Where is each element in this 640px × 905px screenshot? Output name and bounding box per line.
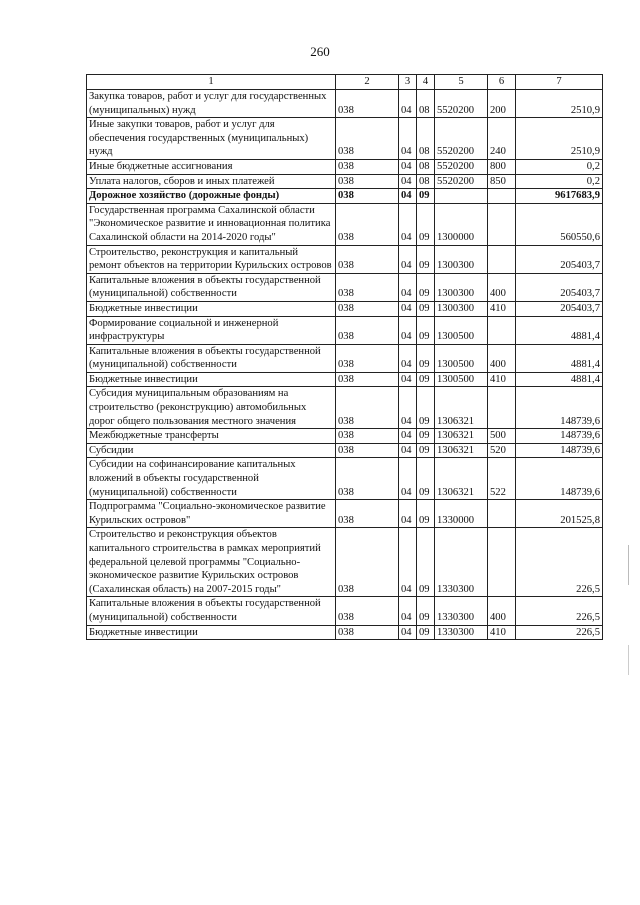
header-col-6: 6 [488, 75, 516, 90]
row-name-cell: Субсидии на софинансирование капитальных вложений в объекты государственной (муниципальной) собственности [87, 458, 336, 500]
budget-table [86, 74, 603, 640]
row-name-cell: Субсидия муниципальным образованиям на строительство (реконструкцию) автомобильных дорог общего пользования местного значения [87, 387, 336, 429]
row-name-cell: Субсидии [87, 443, 336, 458]
header-col-1: 1 [87, 75, 336, 90]
row-target-article-cell [435, 189, 488, 204]
row-name-cell: Подпрограмма "Социально-экономическое развитие Курильских островов" [87, 500, 336, 528]
header-row [87, 75, 603, 90]
row-name-cell: Строительство, реконструкция и капитальный ремонт объектов на территории Курильских островов [87, 245, 336, 273]
row-code-cell: 038 [336, 429, 399, 444]
row-expense-type-cell: 400 [488, 273, 516, 301]
row-target-article-cell: 5520200 [435, 118, 488, 160]
row-subsection-cell: 09 [417, 372, 435, 387]
row-name-cell: Капитальные вложения в объекты государственной (муниципальной) собственности [87, 597, 336, 625]
row-code-cell: 038 [336, 625, 399, 640]
scan-edge-mark [628, 645, 629, 675]
table-row [87, 500, 603, 528]
row-section-cell: 04 [399, 429, 417, 444]
row-target-article-cell: 1300500 [435, 372, 488, 387]
row-code-cell: 038 [336, 528, 399, 597]
row-expense-type-cell [488, 316, 516, 344]
row-name-cell: Иные бюджетные ассигнования [87, 159, 336, 174]
row-section-cell: 04 [399, 189, 417, 204]
row-section-cell: 04 [399, 174, 417, 189]
row-expense-type-cell: 522 [488, 458, 516, 500]
row-target-article-cell: 1330300 [435, 528, 488, 597]
row-section-cell: 04 [399, 316, 417, 344]
table-row [87, 387, 603, 429]
row-section-cell: 04 [399, 159, 417, 174]
table-row [87, 203, 603, 245]
row-code-cell: 038 [336, 90, 399, 118]
header-col-3: 3 [399, 75, 417, 90]
row-expense-type-cell: 400 [488, 344, 516, 372]
table-row [87, 301, 603, 316]
table-row [87, 344, 603, 372]
table-row [87, 372, 603, 387]
row-sum-cell: 9617683,9 [516, 189, 603, 204]
row-expense-type-cell [488, 387, 516, 429]
row-target-article-cell: 1330000 [435, 500, 488, 528]
row-name-cell: Бюджетные инвестиции [87, 625, 336, 640]
row-expense-type-cell [488, 500, 516, 528]
row-subsection-cell: 09 [417, 625, 435, 640]
row-name-cell: Строительство и реконструкция объектов капитального строительства в рамках мероприятий федеральной целевой программы "Социально-экономическое развитие Курильских островов (Сахалинская область) на 2007-2015 годы" [87, 528, 336, 597]
table-row [87, 597, 603, 625]
row-subsection-cell: 09 [417, 203, 435, 245]
row-expense-type-cell [488, 245, 516, 273]
table-row [87, 174, 603, 189]
row-section-cell: 04 [399, 118, 417, 160]
row-expense-type-cell: 200 [488, 90, 516, 118]
row-code-cell: 038 [336, 458, 399, 500]
row-sum-cell: 0,2 [516, 159, 603, 174]
row-expense-type-cell: 410 [488, 301, 516, 316]
row-sum-cell: 226,5 [516, 528, 603, 597]
table-row [87, 118, 603, 160]
row-code-cell: 038 [336, 174, 399, 189]
row-name-cell: Формирование социальной и инженерной инфраструктуры [87, 316, 336, 344]
row-code-cell: 038 [336, 443, 399, 458]
table-row [87, 316, 603, 344]
row-name-cell: Государственная программа Сахалинской области "Экономическое развитие и инновационная политика Сахалинской области на 2014-2020 годы" [87, 203, 336, 245]
row-target-article-cell: 5520200 [435, 159, 488, 174]
row-target-article-cell: 1306321 [435, 458, 488, 500]
row-subsection-cell: 09 [417, 387, 435, 429]
row-target-article-cell: 1300500 [435, 316, 488, 344]
row-sum-cell: 0,2 [516, 174, 603, 189]
table-row [87, 90, 603, 118]
row-sum-cell: 201525,8 [516, 500, 603, 528]
row-name-cell: Межбюджетные трансферты [87, 429, 336, 444]
row-section-cell: 04 [399, 344, 417, 372]
row-section-cell: 04 [399, 528, 417, 597]
row-name-cell: Бюджетные инвестиции [87, 301, 336, 316]
row-name-cell: Уплата налогов, сборов и иных платежей [87, 174, 336, 189]
header-col-5: 5 [435, 75, 488, 90]
row-name-cell: Дорожное хозяйство (дорожные фонды) [87, 189, 336, 204]
row-code-cell: 038 [336, 500, 399, 528]
row-code-cell: 038 [336, 344, 399, 372]
row-sum-cell: 4881,4 [516, 372, 603, 387]
row-code-cell: 038 [336, 245, 399, 273]
row-subsection-cell: 08 [417, 90, 435, 118]
row-section-cell: 04 [399, 443, 417, 458]
row-section-cell: 04 [399, 597, 417, 625]
row-target-article-cell: 1330300 [435, 597, 488, 625]
row-section-cell: 04 [399, 245, 417, 273]
row-sum-cell: 226,5 [516, 625, 603, 640]
row-code-cell: 038 [336, 203, 399, 245]
row-expense-type-cell [488, 203, 516, 245]
row-name-cell: Закупка товаров, работ и услуг для государственных (муниципальных) нужд [87, 90, 336, 118]
table-row [87, 189, 603, 204]
row-expense-type-cell: 520 [488, 443, 516, 458]
table-row [87, 159, 603, 174]
row-name-cell: Иные закупки товаров, работ и услуг для обеспечения государственных (муниципальных) нужд [87, 118, 336, 160]
row-expense-type-cell: 240 [488, 118, 516, 160]
row-subsection-cell: 08 [417, 159, 435, 174]
row-sum-cell: 205403,7 [516, 301, 603, 316]
row-code-cell: 038 [336, 273, 399, 301]
row-code-cell: 038 [336, 387, 399, 429]
row-expense-type-cell [488, 528, 516, 597]
row-subsection-cell: 09 [417, 344, 435, 372]
row-code-cell: 038 [336, 316, 399, 344]
row-sum-cell: 148739,6 [516, 443, 603, 458]
row-code-cell: 038 [336, 372, 399, 387]
row-code-cell: 038 [336, 597, 399, 625]
row-target-article-cell: 1300300 [435, 301, 488, 316]
row-target-article-cell: 1300500 [435, 344, 488, 372]
row-target-article-cell: 1300300 [435, 245, 488, 273]
table-row [87, 245, 603, 273]
row-name-cell: Капитальные вложения в объекты государственной (муниципальной) собственности [87, 344, 336, 372]
table-row [87, 443, 603, 458]
row-target-article-cell: 5520200 [435, 90, 488, 118]
row-section-cell: 04 [399, 458, 417, 500]
row-sum-cell: 2510,9 [516, 118, 603, 160]
row-target-article-cell: 5520200 [435, 174, 488, 189]
header-col-4: 4 [417, 75, 435, 90]
row-section-cell: 04 [399, 273, 417, 301]
row-expense-type-cell: 410 [488, 372, 516, 387]
row-expense-type-cell: 800 [488, 159, 516, 174]
row-code-cell: 038 [336, 189, 399, 204]
row-code-cell: 038 [336, 118, 399, 160]
scan-edge-mark [628, 545, 629, 585]
row-sum-cell: 226,5 [516, 597, 603, 625]
row-target-article-cell: 1306321 [435, 443, 488, 458]
row-target-article-cell: 1306321 [435, 429, 488, 444]
row-section-cell: 04 [399, 625, 417, 640]
row-sum-cell: 4881,4 [516, 344, 603, 372]
table-row [87, 528, 603, 597]
row-expense-type-cell: 400 [488, 597, 516, 625]
row-expense-type-cell: 500 [488, 429, 516, 444]
row-subsection-cell: 09 [417, 500, 435, 528]
row-name-cell: Бюджетные инвестиции [87, 372, 336, 387]
row-sum-cell: 205403,7 [516, 273, 603, 301]
row-target-article-cell: 1300000 [435, 203, 488, 245]
row-section-cell: 04 [399, 301, 417, 316]
header-col-2: 2 [336, 75, 399, 90]
table-row [87, 273, 603, 301]
table-row [87, 458, 603, 500]
table-row [87, 625, 603, 640]
row-code-cell: 038 [336, 301, 399, 316]
row-subsection-cell: 09 [417, 458, 435, 500]
row-sum-cell: 148739,6 [516, 458, 603, 500]
row-expense-type-cell: 850 [488, 174, 516, 189]
row-target-article-cell: 1300300 [435, 273, 488, 301]
row-expense-type-cell [488, 189, 516, 204]
row-sum-cell: 560550,6 [516, 203, 603, 245]
row-target-article-cell: 1306321 [435, 387, 488, 429]
table-row [87, 429, 603, 444]
row-subsection-cell: 09 [417, 443, 435, 458]
row-subsection-cell: 09 [417, 316, 435, 344]
row-section-cell: 04 [399, 203, 417, 245]
row-section-cell: 04 [399, 90, 417, 118]
row-subsection-cell: 09 [417, 273, 435, 301]
row-subsection-cell: 09 [417, 429, 435, 444]
row-subsection-cell: 09 [417, 597, 435, 625]
row-section-cell: 04 [399, 372, 417, 387]
row-name-cell: Капитальные вложения в объекты государственной (муниципальной) собственности [87, 273, 336, 301]
row-section-cell: 04 [399, 387, 417, 429]
row-subsection-cell: 08 [417, 174, 435, 189]
row-subsection-cell: 09 [417, 189, 435, 204]
row-sum-cell: 4881,4 [516, 316, 603, 344]
row-subsection-cell: 09 [417, 301, 435, 316]
row-sum-cell: 205403,7 [516, 245, 603, 273]
header-col-7: 7 [516, 75, 603, 90]
row-sum-cell: 148739,6 [516, 429, 603, 444]
row-target-article-cell: 1330300 [435, 625, 488, 640]
row-subsection-cell: 09 [417, 528, 435, 597]
row-subsection-cell: 09 [417, 245, 435, 273]
row-subsection-cell: 08 [417, 118, 435, 160]
page-number: 260 [310, 44, 330, 59]
row-code-cell: 038 [336, 159, 399, 174]
row-sum-cell: 2510,9 [516, 90, 603, 118]
row-expense-type-cell: 410 [488, 625, 516, 640]
row-section-cell: 04 [399, 500, 417, 528]
row-sum-cell: 148739,6 [516, 387, 603, 429]
